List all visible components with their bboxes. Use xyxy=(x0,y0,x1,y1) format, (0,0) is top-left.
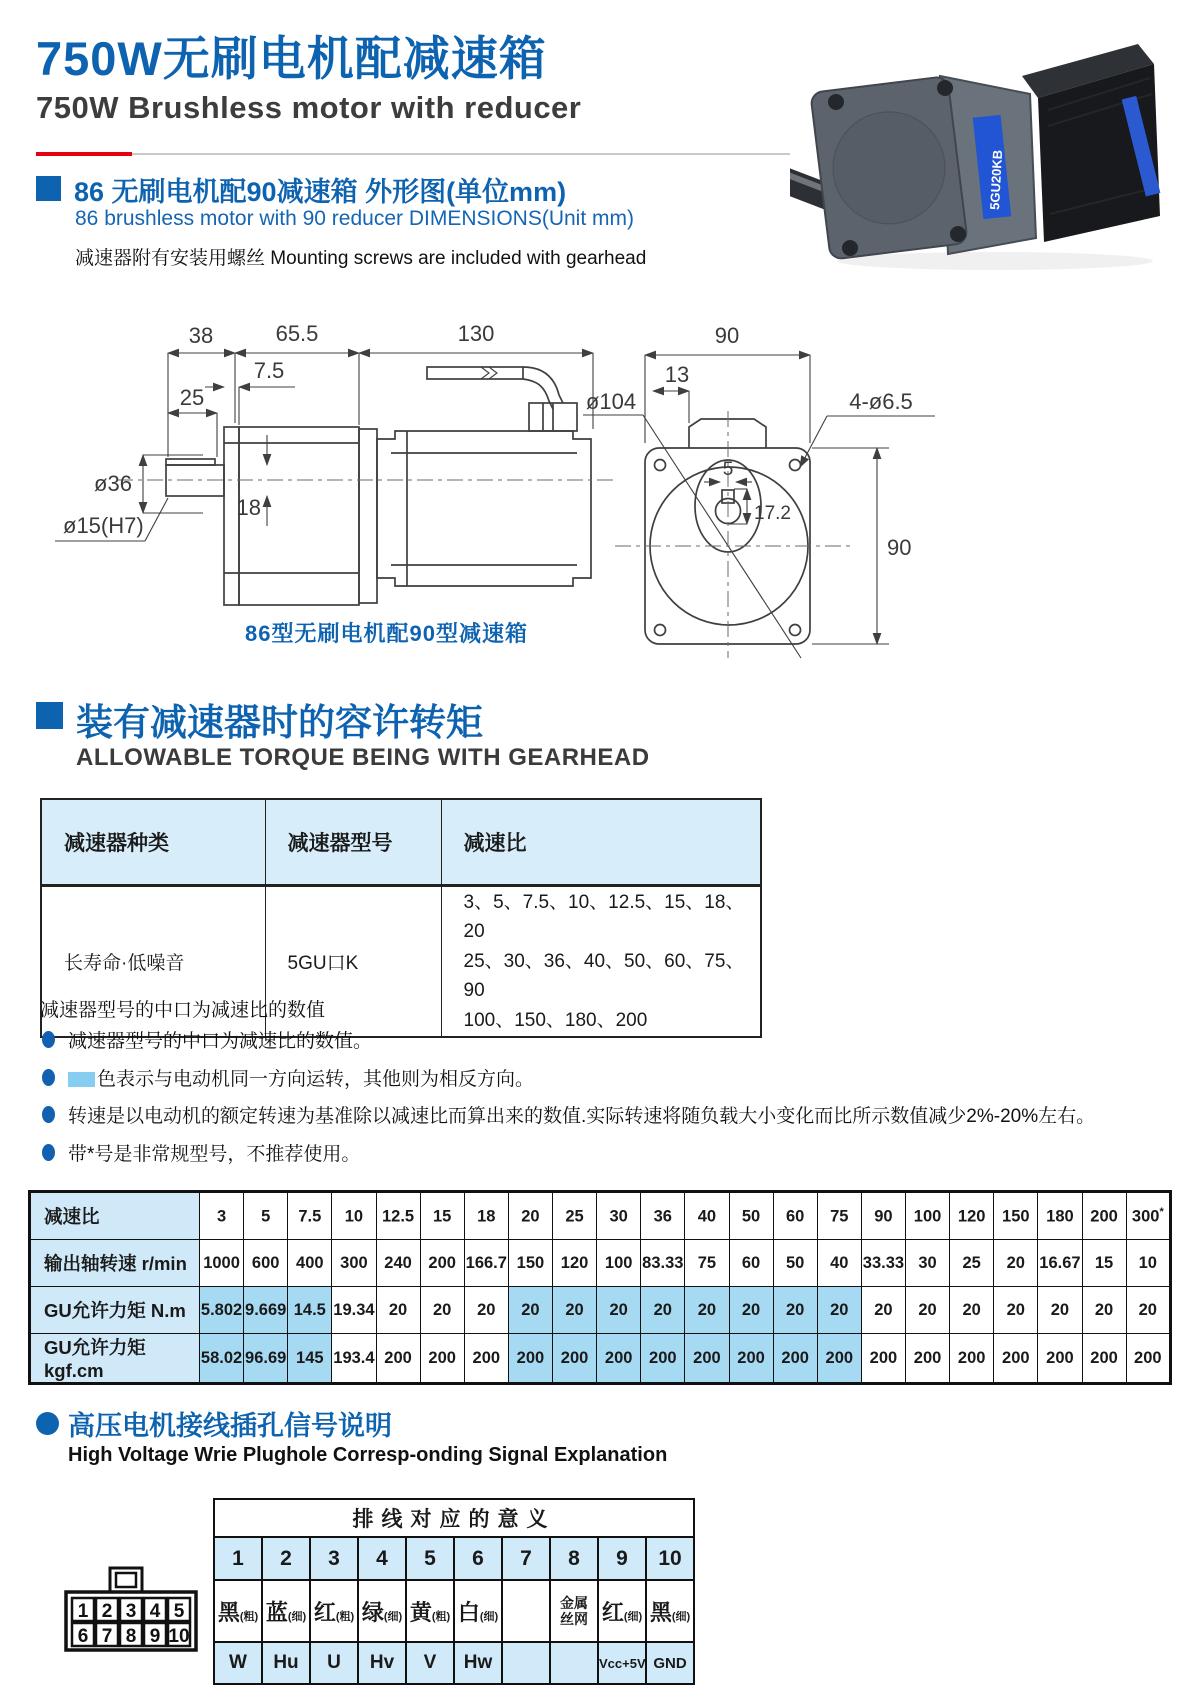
connector-pin: 4 xyxy=(149,1601,161,1622)
dim-38: 38 xyxy=(188,323,214,348)
speed-cell: 33.33 xyxy=(861,1240,905,1287)
torque-nm-cell: 19.34 xyxy=(332,1287,376,1334)
wire-color-cell: 红(细) xyxy=(598,1580,646,1642)
col-header-ratio: 减速比 xyxy=(441,799,761,886)
note-text: 带*号是非常规型号，不推荐使用。 xyxy=(68,1144,361,1166)
ratio-cell: 12.5 xyxy=(376,1192,420,1240)
wire-color-cell xyxy=(502,1580,550,1642)
dim-90-right: 90 xyxy=(887,535,912,560)
dimension-drawing xyxy=(55,283,1200,661)
ratio-cell: 50 xyxy=(729,1192,773,1240)
speed-cell: 300 xyxy=(332,1240,376,1287)
dim-65-5: 65.5 xyxy=(275,321,319,346)
wire-color-cell: 黄(粗) xyxy=(406,1580,454,1642)
pin-number-cell: 10 xyxy=(646,1537,694,1580)
speed-cell: 15 xyxy=(1082,1240,1126,1287)
ratio-cell: 36 xyxy=(641,1192,685,1240)
torque-kgfcm-cell: 145 xyxy=(288,1334,332,1384)
speed-cell: 75 xyxy=(685,1240,729,1287)
connector-pin: 3 xyxy=(125,1601,137,1622)
torque-kgfcm-cell: 200 xyxy=(1038,1334,1082,1384)
speed-cell: 16.67 xyxy=(1038,1240,1082,1287)
torque-kgfcm-cell: 200 xyxy=(950,1334,994,1384)
ratio-line: 3、5、7.5、10、12.5、15、18、20 xyxy=(463,892,745,943)
speed-cell: 10 xyxy=(1126,1240,1170,1287)
note-text: 转速是以电动机的额定转速为基准除以减速比而算出来的数值.实际转速将随负载大小变化而比所示数值减少2%-20%左右。 xyxy=(68,1106,1096,1128)
wire-color-cell: 金属 丝网 xyxy=(550,1580,598,1642)
signal-cell: Hu xyxy=(262,1642,310,1684)
speed-cell: 100 xyxy=(597,1240,641,1287)
section-bullet-circle xyxy=(36,1412,59,1435)
speed-cell: 200 xyxy=(420,1240,464,1287)
signal-cell: Hw xyxy=(454,1642,502,1684)
speed-cell: 40 xyxy=(817,1240,861,1287)
torque-kgfcm-cell: 200 xyxy=(597,1334,641,1384)
torque-kgfcm-cell: 200 xyxy=(1126,1334,1170,1384)
torque-kgfcm-cell: 200 xyxy=(553,1334,597,1384)
section-torque-heading-en: ALLOWABLE TORQUE BEING WITH GEARHEAD xyxy=(76,744,650,771)
torque-nm-cell: 20 xyxy=(861,1287,905,1334)
torque-nm-cell: 20 xyxy=(994,1287,1038,1334)
dim-dia36: ø36 xyxy=(94,471,132,496)
speed-cell: 400 xyxy=(288,1240,332,1287)
speed-cell: 30 xyxy=(906,1240,950,1287)
list-item xyxy=(40,1143,1185,1168)
wiring-signal-table xyxy=(213,1498,695,1685)
speed-cell: 600 xyxy=(244,1240,288,1287)
connector-pin: 8 xyxy=(125,1626,137,1647)
connector-pin: 7 xyxy=(101,1626,113,1647)
torque-kgfcm-cell: 200 xyxy=(508,1334,552,1384)
ratio-cell: 18 xyxy=(464,1192,508,1240)
dim-17-2: 17.2 xyxy=(754,503,791,524)
list-item xyxy=(40,1105,1185,1130)
torque-nm-cell: 20 xyxy=(773,1287,817,1334)
col-header-model: 减速器型号 xyxy=(265,799,441,886)
bullet-dot-icon xyxy=(42,1069,55,1086)
speed-cell: 240 xyxy=(376,1240,420,1287)
row-header: 减速比 xyxy=(30,1192,200,1240)
wire-color-cell: 蓝(细) xyxy=(262,1580,310,1642)
torque-nm-cell: 20 xyxy=(729,1287,773,1334)
torque-nm-cell: 20 xyxy=(420,1287,464,1334)
model-label: 5GU20KB xyxy=(987,149,1006,211)
signal-cell: U xyxy=(310,1642,358,1684)
notes-list xyxy=(40,1030,1185,1181)
ratio-cell: 20 xyxy=(508,1192,552,1240)
ratio-cell: 300* xyxy=(1126,1192,1170,1240)
dim-7-5: 7.5 xyxy=(253,358,285,383)
connector-pin: 9 xyxy=(149,1626,161,1647)
mounting-screws-note: 减速器附有安装用螺丝 Mounting screws are included with gearhead xyxy=(75,248,647,269)
torque-kgfcm-cell: 58.02 xyxy=(200,1334,244,1384)
ratio-cell: 75 xyxy=(817,1192,861,1240)
list-item xyxy=(40,1068,1185,1093)
signal-cell: GND xyxy=(646,1642,694,1684)
torque-kgfcm-cell: 200 xyxy=(685,1334,729,1384)
wire-color-row xyxy=(214,1580,694,1642)
wire-color-cell: 黑(粗) xyxy=(214,1580,262,1642)
row-header: 输出轴转速 r/min xyxy=(30,1240,200,1287)
pin-number-cell: 2 xyxy=(262,1537,310,1580)
ratio-row xyxy=(30,1192,1171,1240)
speed-cell: 20 xyxy=(994,1240,1038,1287)
pin-number-row xyxy=(214,1537,694,1580)
torque-nm-cell: 20 xyxy=(1038,1287,1082,1334)
ratio-cell: 25 xyxy=(553,1192,597,1240)
torque-nm-row xyxy=(30,1287,1171,1334)
page-title: 750W无刷电机配减速箱 xyxy=(36,32,547,85)
gearhead-model-cell: 5GU口K xyxy=(265,886,441,1038)
dim-25: 25 xyxy=(179,385,205,410)
section-bullet-square xyxy=(36,702,63,729)
torque-nm-cell: 20 xyxy=(1082,1287,1126,1334)
ratio-cell: 40 xyxy=(685,1192,729,1240)
ratio-cell: 15 xyxy=(420,1192,464,1240)
gearhead-type-cell: 长寿命·低噪音 xyxy=(41,886,265,1038)
highlight-swatch-icon xyxy=(68,1072,95,1087)
signal-cell: V xyxy=(406,1642,454,1684)
ratio-cell: 60 xyxy=(773,1192,817,1240)
wiring-table-title: 排线对应的意义 xyxy=(214,1499,694,1537)
pin-number-cell: 6 xyxy=(454,1537,502,1580)
list-item xyxy=(40,1030,1185,1055)
torque-nm-cell: 20 xyxy=(376,1287,420,1334)
wire-color-cell: 黑(细) xyxy=(646,1580,694,1642)
connector-pin: 10 xyxy=(168,1626,190,1647)
ratio-cell: 100 xyxy=(906,1192,950,1240)
speed-row xyxy=(30,1240,1171,1287)
section-dim-heading-en: 86 brushless motor with 90 reducer DIMENSIONS(Unit mm) xyxy=(75,207,634,230)
ratio-cell: 150 xyxy=(994,1192,1038,1240)
dim-130: 130 xyxy=(457,321,495,346)
torque-kgfcm-cell: 200 xyxy=(729,1334,773,1384)
connector-pin: 5 xyxy=(173,1601,185,1622)
ratio-cell: 200 xyxy=(1082,1192,1126,1240)
pin-number-cell: 3 xyxy=(310,1537,358,1580)
pin-number-cell: 8 xyxy=(550,1537,598,1580)
torque-kgfcm-cell: 200 xyxy=(773,1334,817,1384)
table-header-row xyxy=(41,799,761,886)
model-code-note: 减速器型号的中口为减速比的数值 xyxy=(40,1000,326,1021)
torque-nm-cell: 20 xyxy=(508,1287,552,1334)
wire-color-cell: 绿(细) xyxy=(358,1580,406,1642)
accent-rule-red xyxy=(36,152,132,156)
dim-dia15: ø15(H7) xyxy=(63,513,144,538)
pin-number-cell: 9 xyxy=(598,1537,646,1580)
torque-kgfcm-cell: 200 xyxy=(994,1334,1038,1384)
connector-pin: 2 xyxy=(101,1601,113,1622)
pin-number-cell: 7 xyxy=(502,1537,550,1580)
speed-cell: 50 xyxy=(773,1240,817,1287)
pin-number-cell: 1 xyxy=(214,1537,262,1580)
ratio-cell: 7.5 xyxy=(288,1192,332,1240)
section-dim-heading-zh: 86 无刷电机配90减速箱 外形图(单位mm) xyxy=(74,177,567,207)
speed-cell: 120 xyxy=(553,1240,597,1287)
ratio-line: 100、150、180、200 xyxy=(463,1009,648,1031)
signal-row xyxy=(214,1642,694,1684)
torque-nm-cell: 14.5 xyxy=(288,1287,332,1334)
bullet-dot-icon xyxy=(42,1144,55,1161)
ratio-cell: 90 xyxy=(861,1192,905,1240)
torque-nm-cell: 5.802 xyxy=(200,1287,244,1334)
torque-nm-cell: 20 xyxy=(641,1287,685,1334)
ratio-line: 25、30、36、40、50、60、75、90 xyxy=(463,950,745,1002)
connector-pin: 6 xyxy=(77,1626,89,1647)
signal-cell: Vcc+5V xyxy=(598,1642,646,1684)
speed-cell: 150 xyxy=(508,1240,552,1287)
torque-kgfcm-cell: 200 xyxy=(641,1334,685,1384)
signal-cell: W xyxy=(214,1642,262,1684)
connector-diagram xyxy=(56,1556,206,1676)
wire-color-cell: 红(粗) xyxy=(310,1580,358,1642)
col-header-type: 减速器种类 xyxy=(41,799,265,886)
torque-nm-cell: 20 xyxy=(950,1287,994,1334)
torque-nm-cell: 9.669 xyxy=(244,1287,288,1334)
torque-nm-cell: 20 xyxy=(597,1287,641,1334)
bullet-dot-icon xyxy=(42,1031,55,1048)
section-torque-heading-zh: 装有减速器时的容许转矩 xyxy=(76,702,483,743)
bullet-dot-icon xyxy=(42,1106,55,1123)
torque-kgfcm-cell: 200 xyxy=(906,1334,950,1384)
torque-kgfcm-row xyxy=(30,1334,1171,1384)
dim-dia104: ø104 xyxy=(585,389,637,414)
note-text: 色表示与电动机同一方向运转，其他则为相反方向。 xyxy=(97,1068,535,1090)
torque-kgfcm-cell: 193.4 xyxy=(332,1334,376,1384)
signal-cell: Hv xyxy=(358,1642,406,1684)
torque-nm-cell: 20 xyxy=(685,1287,729,1334)
speed-cell: 1000 xyxy=(200,1240,244,1287)
ratio-cell: 180 xyxy=(1038,1192,1082,1240)
torque-nm-cell: 20 xyxy=(553,1287,597,1334)
torque-ratio-table xyxy=(28,1190,1172,1385)
row-header: GU允许力矩 kgf.cm xyxy=(30,1334,200,1384)
torque-nm-cell: 20 xyxy=(1126,1287,1170,1334)
torque-nm-cell: 20 xyxy=(817,1287,861,1334)
section-wiring-heading-zh: 高压电机接线插孔信号说明 xyxy=(68,1411,392,1441)
torque-kgfcm-cell: 200 xyxy=(420,1334,464,1384)
wiring-table-title-row xyxy=(214,1499,694,1537)
dim-13: 13 xyxy=(664,362,690,387)
page-subtitle: 750W Brushless motor with reducer xyxy=(36,90,582,125)
torque-kgfcm-cell: 200 xyxy=(464,1334,508,1384)
section-bullet-square xyxy=(36,176,61,201)
torque-kgfcm-cell: 200 xyxy=(376,1334,420,1384)
gearhead-ratios-cell xyxy=(441,886,761,1038)
dim-4-holes: 4-ø6.5 xyxy=(849,389,913,414)
speed-cell: 60 xyxy=(729,1240,773,1287)
dim-18: 18 xyxy=(236,495,261,520)
pin-number-cell: 4 xyxy=(358,1537,406,1580)
ratio-cell: 30 xyxy=(597,1192,641,1240)
speed-cell: 83.33 xyxy=(641,1240,685,1287)
dim-5: 5 xyxy=(722,459,734,480)
ratio-cell: 3 xyxy=(200,1192,244,1240)
dim-90-top: 90 xyxy=(714,323,740,348)
note-text: 减速器型号的中口为减速比的数值。 xyxy=(68,1031,373,1052)
torque-nm-cell: 20 xyxy=(906,1287,950,1334)
signal-cell xyxy=(502,1642,550,1684)
torque-kgfcm-cell: 200 xyxy=(1082,1334,1126,1384)
connector-pin: 1 xyxy=(77,1601,89,1622)
torque-nm-cell: 20 xyxy=(464,1287,508,1334)
ratio-cell: 10 xyxy=(332,1192,376,1240)
signal-cell xyxy=(550,1642,598,1684)
torque-kgfcm-cell: 96.69 xyxy=(244,1334,288,1384)
speed-cell: 25 xyxy=(950,1240,994,1287)
ratio-cell: 5 xyxy=(244,1192,288,1240)
row-header: GU允许力矩 N.m xyxy=(30,1287,200,1334)
torque-kgfcm-cell: 200 xyxy=(817,1334,861,1384)
section-wiring-heading-en: High Voltage Wrie Plughole Corresp-onding Signal Explanation xyxy=(68,1444,668,1466)
pin-number-cell: 5 xyxy=(406,1537,454,1580)
wire-color-cell: 白(细) xyxy=(454,1580,502,1642)
torque-kgfcm-cell: 200 xyxy=(861,1334,905,1384)
drawing-caption: 86型无刷电机配90型减速箱 xyxy=(245,621,528,646)
ratio-cell: 120 xyxy=(950,1192,994,1240)
speed-cell: 166.7 xyxy=(464,1240,508,1287)
product-photo xyxy=(790,18,1190,276)
